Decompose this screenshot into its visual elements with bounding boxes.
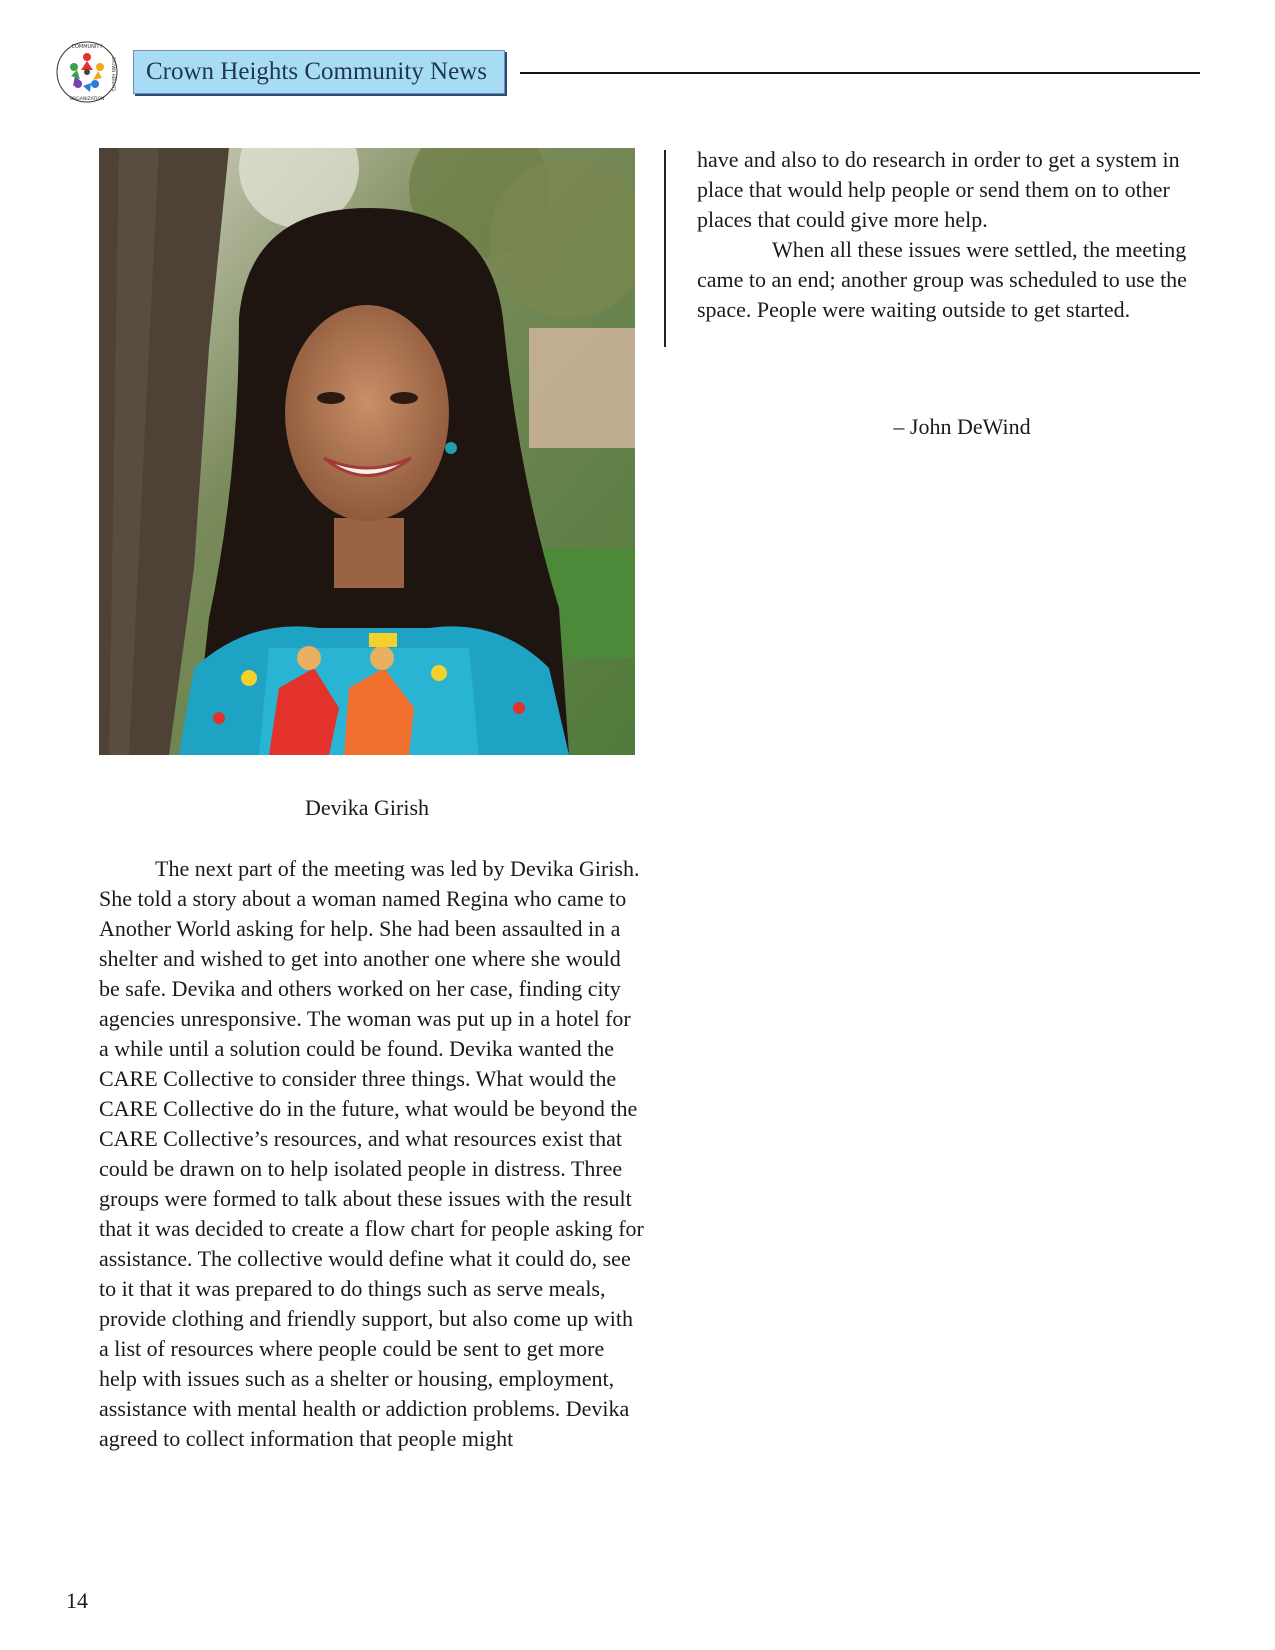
portrait-photo xyxy=(99,148,635,755)
organization-logo xyxy=(55,40,119,104)
masthead-title: Crown Heights Community News xyxy=(146,58,487,85)
photo-caption: Devika Girish xyxy=(304,795,430,820)
masthead-title-box xyxy=(133,50,505,94)
article-left-column xyxy=(99,854,644,1454)
svg-text:ORGANIZATION: ORGANIZATION xyxy=(69,97,105,102)
article-right-column xyxy=(697,145,1227,325)
article-paragraph: When all these issues were settled, the meeting came to an end; another group was scheduled to use the space. People were waiting outside to get started. xyxy=(697,237,1187,322)
masthead-rule xyxy=(520,72,1200,74)
article-paragraph: have and also to do research in order to get a system in place that would help people or send them on to other places that could give more help. xyxy=(697,147,1180,232)
column-divider xyxy=(664,150,666,347)
svg-text:CROWN HEIGHTS: CROWN HEIGHTS xyxy=(111,56,116,92)
author-signature: – John DeWind xyxy=(893,414,1031,439)
svg-text:COMMUNITY: COMMUNITY xyxy=(71,44,103,50)
page-number: 14 xyxy=(66,1588,88,1613)
article-paragraph: The next part of the meeting was led by Devika Girish. She told a story about a woman named Regina who came to Another World asking for help. She had been assaulted in a shelter and wished to get into another one where she would be safe. Devika and others worked on her case, finding city agencies unresponsive. The woman was put up in a hotel for a while until a solution could be found. Devika wanted the CARE Collective to consider three things. What would the CARE Collective do in the future, what would be beyond the CARE Collective’s resources, and what resources exist that could be drawn on to help isolated people in distress. Three groups were formed to talk about these issues with the result that it was decided to create a flow chart for people asking for assistance. The collective would define what it could do, see to it that it was prepared to do things such as serve meals, provide clothing and friendly support, but also come up with a list of resources where people could be sent to get more help with issues such as a shelter or housing, employment, assistance with mental health or addiction problems. Devika agreed to collect information that people might xyxy=(99,856,644,1451)
